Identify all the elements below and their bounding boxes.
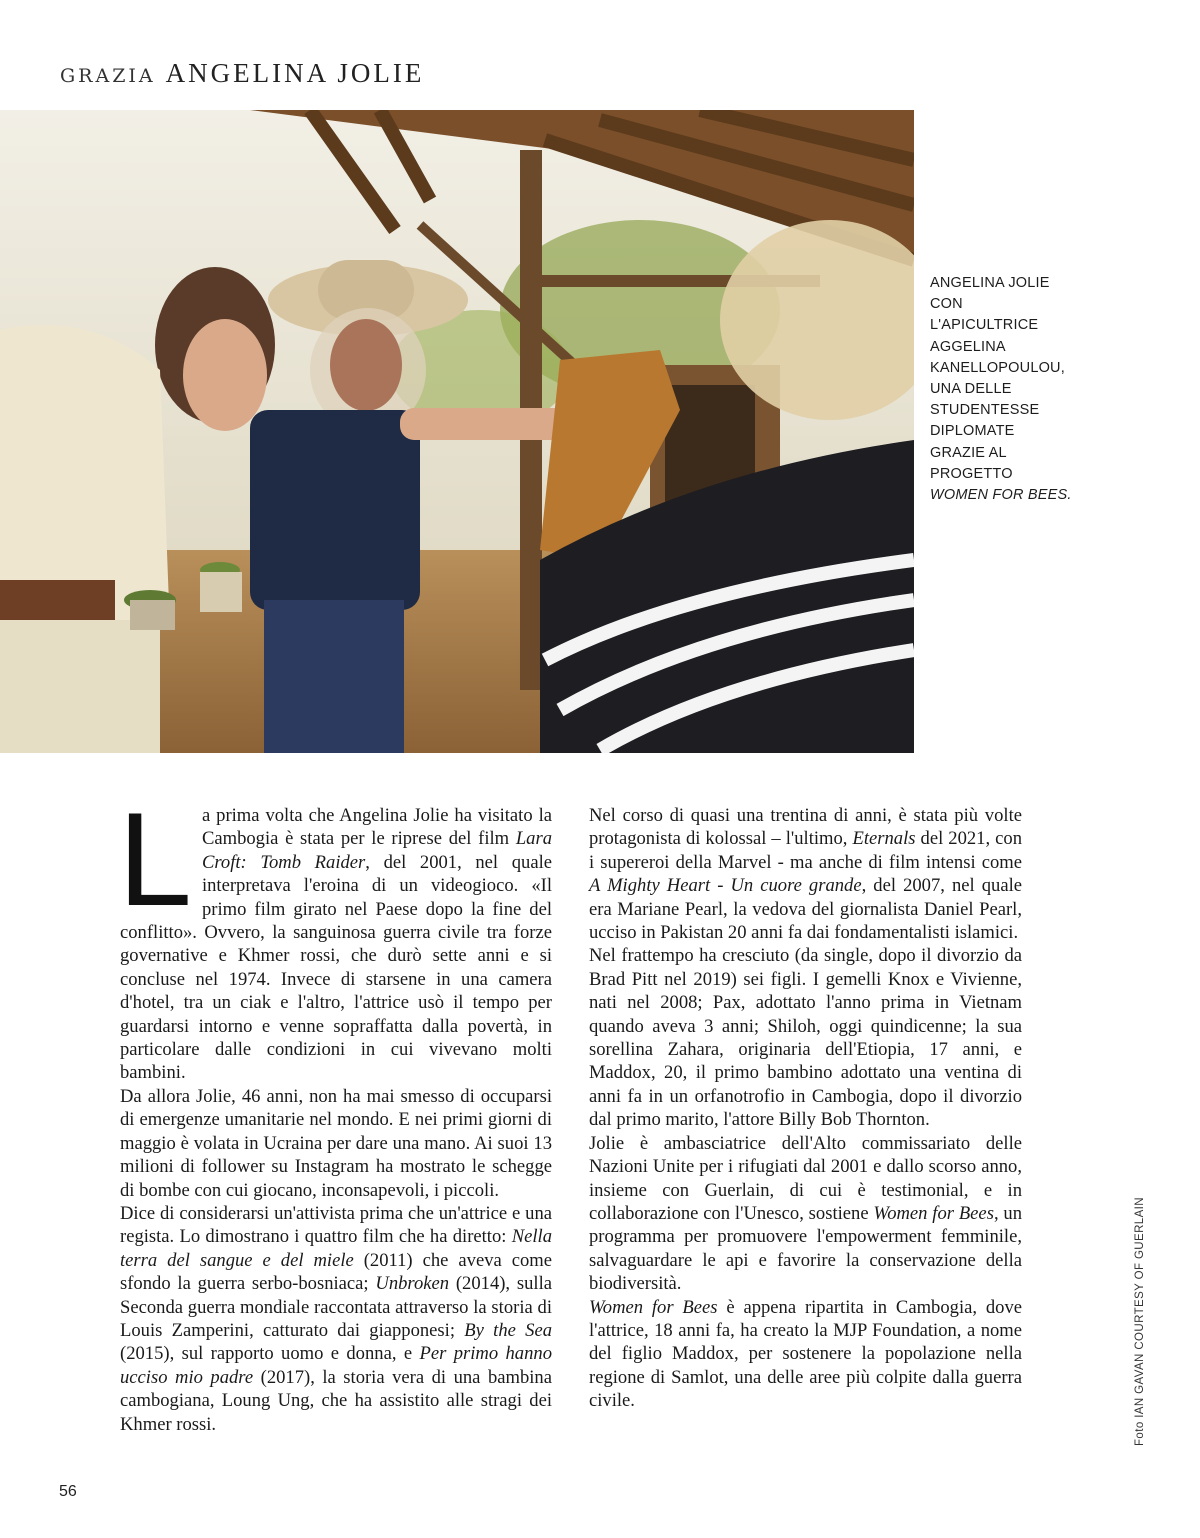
article-paragraph: [118, 786, 553, 1085]
page-number: 56: [59, 1483, 77, 1500]
section-title: ANGELINA JOLIE: [165, 58, 425, 88]
text-run: Nel corso di quasi una trentina di anni, è stata più volte protagonista di kolossal – l'ultimo,: [589, 805, 1022, 850]
article-paragraph: [589, 804, 1022, 944]
caption-line: PROGETTO: [930, 465, 1013, 482]
article-paragraph: Da allora Jolie, 46 anni, non ha mai smesso di occuparsi di emergenze umanitarie nel mondo. E nei primi giorni di maggio è volata in Ucraina per dare una mano. Ai suoi 13 milioni di follower su Instagram ha mostrato le schegge di bombe con cui giocano, inconsapevoli, i piccoli.: [120, 1085, 552, 1201]
caption-line: UNA DELLE: [930, 381, 1012, 398]
film-title: Unbroken: [375, 1273, 450, 1295]
caption-line: DIPLOMATE: [930, 423, 1015, 440]
text-run: Dice di considerarsi un'attivista prima che un'attrice e una regista. Lo dimostrano i quattro film che ha diretto:: [120, 1202, 552, 1248]
caption-line: STUDENTESSE: [930, 402, 1040, 419]
text-run: , del 2007, nel quale era Mariane Pearl, la vedova del giornalista Daniel Pearl, ucciso in Pakistan 20 anni fa dai fondamentalisti islamici.: [589, 875, 1022, 944]
film-title: Nella terra del sangue e del miele: [120, 1226, 552, 1271]
film-title: Eternals: [852, 828, 916, 850]
caption-line: KANELLOPOULOU,: [930, 359, 1065, 376]
text-run: è appena ripartita in Cambogia, dove l'attrice, 18 anni fa, ha creato la MJP Foundation, a nome del figlio Maddox, per sostenere la popolazione nella regione di Samlot, una delle aree più colpite dalla guerra civile.: [589, 1296, 1022, 1412]
project-title: Women for Bees: [873, 1202, 994, 1224]
magazine-logo: GRAZIA: [60, 65, 156, 87]
text-run: (2017), la storia vera di una bambina cambogiana, Loung Ung, che ha assistito alle stragi dei Khmer rossi.: [120, 1366, 552, 1435]
article-paragraph: [589, 1132, 1022, 1296]
caption-line: AGGELINA: [930, 338, 1006, 355]
caption-italic-title: WOMEN FOR BEES.: [930, 487, 1072, 504]
film-title: Per primo hanno ucciso mio padre: [120, 1343, 552, 1388]
text-run: Jolie è ambasciatrice dell'Alto commissariato delle Nazioni Unite per i rifugiati dal 2001 e dallo scorso anno, insieme con Guerlain, di cui è testimonial, e in collaborazione con l'Unesco, sostiene: [589, 1132, 1022, 1224]
text-run: , un programma per promuovere l'empowerment femminile, salvaguardare le api e favorire la conservazione della biodiversità.: [589, 1202, 1023, 1295]
drop-cap: L: [118, 786, 192, 934]
caption-line: GRAZIE AL: [930, 444, 1007, 461]
article-paragraph: [589, 1296, 1022, 1413]
feature-photo: [0, 110, 914, 753]
caption-line: L'APICULTRICE: [930, 317, 1039, 334]
text-run: a prima volta che Angelina Jolie ha visitato la Cambogia è stata per le riprese del film: [201, 805, 552, 850]
article-column-right: [589, 804, 1022, 1413]
text-run: (2014), sulla Seconda guerra mondiale raccontata attraverso la storia di Louis Zamperini, catturato dai giapponesi;: [120, 1273, 552, 1341]
text-run: del 2021, con i supereroi della Marvel - ma anche di film intensi come: [589, 828, 1023, 873]
film-title: Lara Croft: Tomb Raider: [201, 828, 552, 873]
text-run: (2011) che aveva come sfondo la guerra serbo-bosniaca;: [120, 1249, 552, 1295]
caption-line: CON: [930, 296, 963, 313]
caption-line: ANGELINA JOLIE: [930, 275, 1050, 291]
article-paragraph: Nel frattempo ha cresciuto (da single, dopo il divorzio da Brad Pitt nel 2019) sei figli. I gemelli Knox e Vivienne, nati nel 2008; Pax, adottato l'anno prima in Vietnam quando aveva 3 anni; Shiloh, oggi quindicenne; la sua sorellina Zahara, originaria dell'Etiopia, 17 anni, e Maddox, 20, il primo bambino adottato una ventina di anni fa in un orfanotrofio in Cambogia, dopo il divorzio dal primo marito, l'attore Billy Bob Thornton.: [589, 945, 1022, 1131]
film-title: A Mighty Heart - Un cuore grande: [589, 875, 862, 897]
beekeeping-scene-illustration: [0, 110, 914, 753]
article-column-left: [118, 786, 553, 1436]
photo-credit: Foto IAN GAVAN COURTESY OF GUERLAIN: [1134, 1197, 1146, 1446]
article-paragraph: [120, 1202, 552, 1436]
text-run: , del 2001, nel quale interpretava l'eroina di un videogioco. «Il primo film girato nel Paese dopo la fine del conflitto». Ovvero, la sanguinosa guerra civile tra forze governative e Khmer rossi, che durò sette anni e si concluse nel 1974. Invece di starsene in una camera d'hotel, tra un ciak e l'altro, l'attrice usò il tempo per guardarsi intorno e venne sopraffatta dalla povertà, in particolare dalle condizioni in cui vivevano molti bambini.: [120, 851, 553, 1084]
magazine-header: [60, 58, 424, 89]
text-run: (2015), sul rapporto uomo e donna, e: [120, 1343, 420, 1365]
project-title: Women for Bees: [589, 1296, 718, 1318]
photo-caption: [930, 273, 1090, 506]
film-title: By the Sea: [464, 1319, 552, 1341]
